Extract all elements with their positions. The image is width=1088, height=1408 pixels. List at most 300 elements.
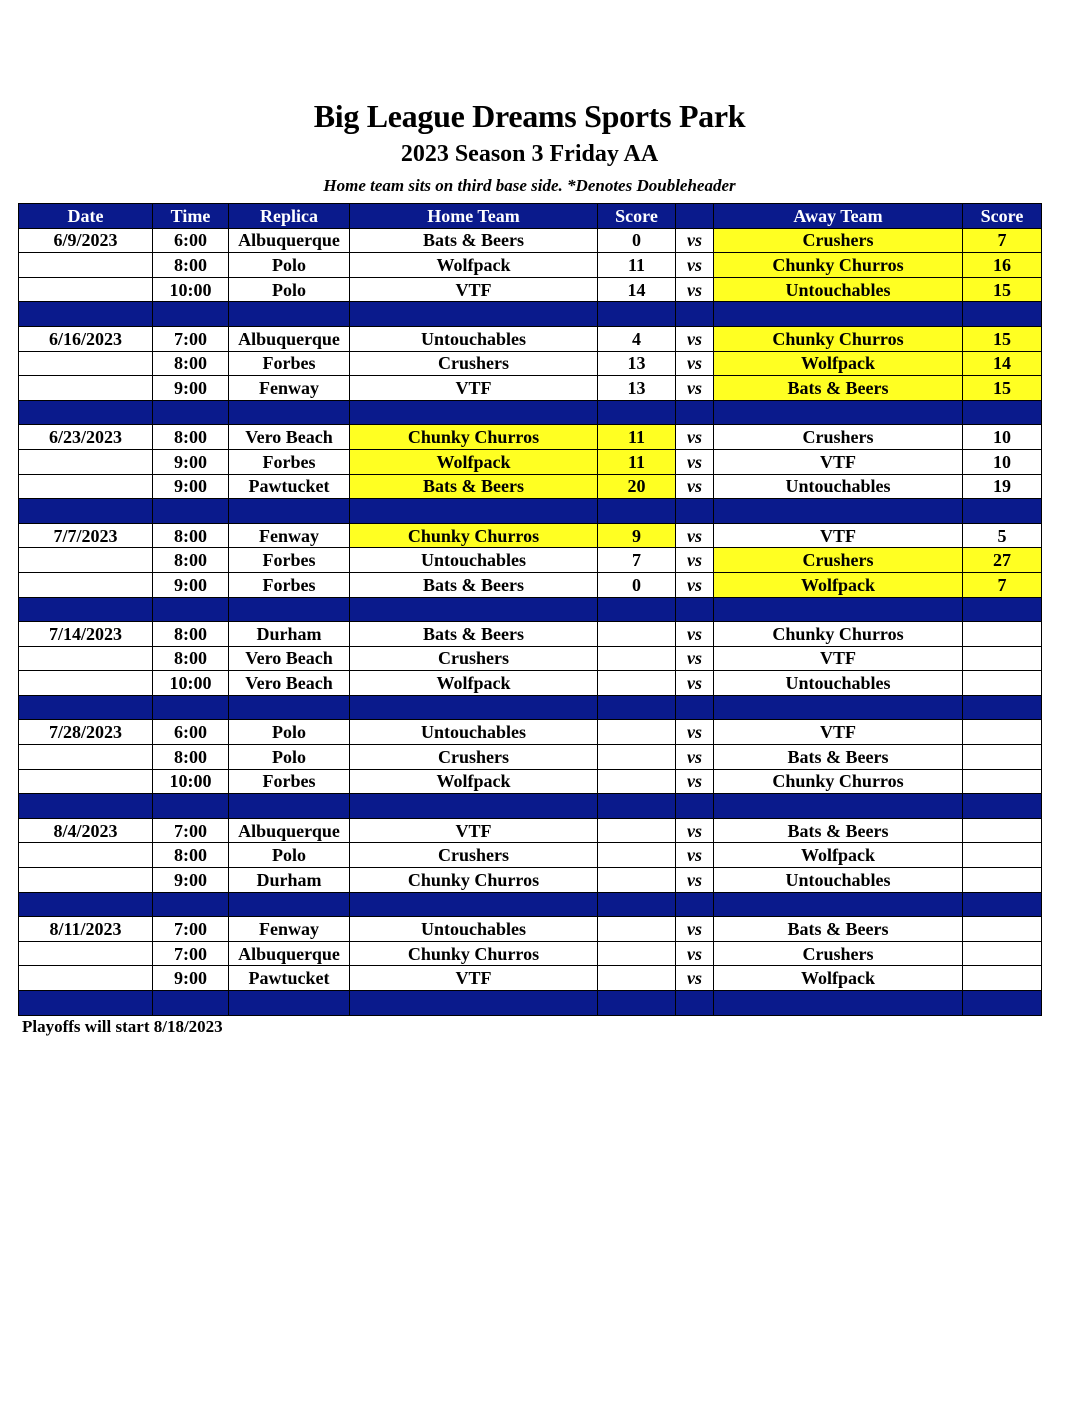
home-team: Chunky Churros xyxy=(350,523,598,548)
game-row xyxy=(19,868,1042,893)
vs-label: vs xyxy=(676,843,714,868)
header-away-team: Away Team xyxy=(714,204,963,229)
separator-cell xyxy=(153,794,229,819)
game-time: 8:00 xyxy=(153,843,229,868)
game-row xyxy=(19,253,1042,278)
game-row xyxy=(19,425,1042,450)
separator-cell xyxy=(676,695,714,720)
away-team: Wolfpack xyxy=(714,966,963,991)
game-date xyxy=(19,376,153,401)
home-team: Untouchables xyxy=(350,917,598,942)
game-replica: Vero Beach xyxy=(229,646,350,671)
vs-label: vs xyxy=(676,646,714,671)
game-time: 6:00 xyxy=(153,720,229,745)
separator-cell xyxy=(676,892,714,917)
away-team: Untouchables xyxy=(714,671,963,696)
home-team: Wolfpack xyxy=(350,769,598,794)
vs-label: vs xyxy=(676,572,714,597)
game-row xyxy=(19,720,1042,745)
home-team: Wolfpack xyxy=(350,671,598,696)
game-time: 9:00 xyxy=(153,474,229,499)
away-team: Crushers xyxy=(714,425,963,450)
game-replica: Forbes xyxy=(229,449,350,474)
game-time: 8:00 xyxy=(153,523,229,548)
header-time: Time xyxy=(153,204,229,229)
separator-cell xyxy=(153,400,229,425)
home-score: 11 xyxy=(598,425,676,450)
away-score xyxy=(963,622,1042,647)
separator-cell xyxy=(714,892,963,917)
game-replica: Durham xyxy=(229,622,350,647)
game-time: 8:00 xyxy=(153,253,229,278)
separator-cell xyxy=(229,499,350,524)
separator-cell xyxy=(153,302,229,327)
separator-cell xyxy=(963,991,1042,1016)
separator-cell xyxy=(598,400,676,425)
vs-label: vs xyxy=(676,228,714,253)
separator-cell xyxy=(153,499,229,524)
separator-cell xyxy=(598,499,676,524)
separator-cell xyxy=(153,892,229,917)
page-title: Big League Dreams Sports Park xyxy=(313,98,746,134)
game-date: 6/16/2023 xyxy=(19,326,153,351)
game-replica: Forbes xyxy=(229,572,350,597)
home-team: Untouchables xyxy=(350,720,598,745)
game-row xyxy=(19,966,1042,991)
away-team: Wolfpack xyxy=(714,843,963,868)
game-date xyxy=(19,769,153,794)
home-team: VTF xyxy=(350,376,598,401)
home-score: 13 xyxy=(598,376,676,401)
away-team: Wolfpack xyxy=(714,351,963,376)
away-score: 15 xyxy=(963,326,1042,351)
home-score xyxy=(598,917,676,942)
away-score: 7 xyxy=(963,228,1042,253)
away-score xyxy=(963,745,1042,770)
vs-label: vs xyxy=(676,523,714,548)
separator-cell xyxy=(229,991,350,1016)
game-time: 9:00 xyxy=(153,868,229,893)
header-vs xyxy=(676,204,714,229)
game-replica: Durham xyxy=(229,868,350,893)
game-time: 8:00 xyxy=(153,351,229,376)
separator-cell xyxy=(350,892,598,917)
game-row xyxy=(19,818,1042,843)
home-score: 0 xyxy=(598,572,676,597)
game-replica: Polo xyxy=(229,843,350,868)
home-score: 11 xyxy=(598,253,676,278)
vs-label: vs xyxy=(676,253,714,278)
game-date xyxy=(19,941,153,966)
game-date xyxy=(19,966,153,991)
home-team: Crushers xyxy=(350,843,598,868)
vs-label: vs xyxy=(676,326,714,351)
game-replica: Vero Beach xyxy=(229,671,350,696)
away-score: 27 xyxy=(963,548,1042,573)
separator-cell xyxy=(598,302,676,327)
game-time: 8:00 xyxy=(153,548,229,573)
away-score xyxy=(963,966,1042,991)
game-replica: Vero Beach xyxy=(229,425,350,450)
separator-cell xyxy=(963,302,1042,327)
game-time: 9:00 xyxy=(153,966,229,991)
home-team: Wolfpack xyxy=(350,449,598,474)
game-time: 9:00 xyxy=(153,449,229,474)
separator-cell xyxy=(153,597,229,622)
away-score xyxy=(963,843,1042,868)
game-row xyxy=(19,671,1042,696)
away-score xyxy=(963,720,1042,745)
vs-label: vs xyxy=(676,548,714,573)
game-replica: Fenway xyxy=(229,917,350,942)
home-team: Crushers xyxy=(350,745,598,770)
separator-cell xyxy=(714,400,963,425)
game-time: 10:00 xyxy=(153,277,229,302)
separator-cell xyxy=(350,794,598,819)
separator-cell xyxy=(19,892,153,917)
vs-label: vs xyxy=(676,745,714,770)
game-date xyxy=(19,572,153,597)
week-separator-row xyxy=(19,597,1042,622)
home-score: 7 xyxy=(598,548,676,573)
separator-cell xyxy=(19,499,153,524)
away-team: Bats & Beers xyxy=(714,745,963,770)
away-team: VTF xyxy=(714,646,963,671)
game-row xyxy=(19,474,1042,499)
vs-label: vs xyxy=(676,449,714,474)
separator-cell xyxy=(598,794,676,819)
home-team: Crushers xyxy=(350,351,598,376)
separator-cell xyxy=(229,400,350,425)
game-replica: Polo xyxy=(229,720,350,745)
home-team: Untouchables xyxy=(350,548,598,573)
game-replica: Albuquerque xyxy=(229,818,350,843)
separator-cell xyxy=(963,695,1042,720)
home-score xyxy=(598,622,676,647)
separator-cell xyxy=(19,400,153,425)
away-team: Untouchables xyxy=(714,277,963,302)
away-team: Chunky Churros xyxy=(714,253,963,278)
home-team: VTF xyxy=(350,277,598,302)
game-time: 8:00 xyxy=(153,745,229,770)
vs-label: vs xyxy=(676,622,714,647)
game-row xyxy=(19,351,1042,376)
header-replica: Replica xyxy=(229,204,350,229)
vs-label: vs xyxy=(676,277,714,302)
game-date xyxy=(19,449,153,474)
game-replica: Fenway xyxy=(229,523,350,548)
game-date: 8/11/2023 xyxy=(19,917,153,942)
separator-cell xyxy=(676,794,714,819)
game-date xyxy=(19,277,153,302)
home-score xyxy=(598,843,676,868)
game-row xyxy=(19,646,1042,671)
away-score: 5 xyxy=(963,523,1042,548)
away-score: 15 xyxy=(963,376,1042,401)
game-date xyxy=(19,868,153,893)
separator-cell xyxy=(153,695,229,720)
home-score xyxy=(598,941,676,966)
home-score: 14 xyxy=(598,277,676,302)
separator-cell xyxy=(229,794,350,819)
separator-cell xyxy=(350,991,598,1016)
home-score xyxy=(598,769,676,794)
separator-cell xyxy=(19,695,153,720)
away-score: 10 xyxy=(963,449,1042,474)
week-separator-row xyxy=(19,794,1042,819)
game-time: 7:00 xyxy=(153,326,229,351)
away-team: Chunky Churros xyxy=(714,326,963,351)
away-team: Wolfpack xyxy=(714,572,963,597)
separator-cell xyxy=(963,597,1042,622)
game-replica: Forbes xyxy=(229,351,350,376)
separator-cell xyxy=(350,302,598,327)
header-home-score: Score xyxy=(598,204,676,229)
game-date xyxy=(19,351,153,376)
separator-cell xyxy=(714,302,963,327)
away-team: Untouchables xyxy=(714,474,963,499)
game-time: 10:00 xyxy=(153,769,229,794)
home-team: VTF xyxy=(350,966,598,991)
game-date xyxy=(19,253,153,278)
game-date xyxy=(19,646,153,671)
away-score xyxy=(963,646,1042,671)
game-date: 7/28/2023 xyxy=(19,720,153,745)
away-team: Chunky Churros xyxy=(714,622,963,647)
away-team: Bats & Beers xyxy=(714,818,963,843)
away-score: 15 xyxy=(963,277,1042,302)
separator-cell xyxy=(714,794,963,819)
away-score: 19 xyxy=(963,474,1042,499)
week-separator-row xyxy=(19,991,1042,1016)
away-team: VTF xyxy=(714,523,963,548)
vs-label: vs xyxy=(676,671,714,696)
separator-cell xyxy=(676,499,714,524)
home-team: Chunky Churros xyxy=(350,941,598,966)
away-team: Bats & Beers xyxy=(714,917,963,942)
game-row xyxy=(19,769,1042,794)
game-replica: Pawtucket xyxy=(229,966,350,991)
game-date xyxy=(19,474,153,499)
home-team: Bats & Beers xyxy=(350,572,598,597)
separator-cell xyxy=(19,597,153,622)
away-team: Untouchables xyxy=(714,868,963,893)
home-team: Crushers xyxy=(350,646,598,671)
header-date: Date xyxy=(19,204,153,229)
game-replica: Albuquerque xyxy=(229,941,350,966)
week-separator-row xyxy=(19,302,1042,327)
playoffs-note: Playoffs will start 8/18/2023 xyxy=(22,1017,223,1036)
game-row xyxy=(19,228,1042,253)
game-row xyxy=(19,548,1042,573)
separator-cell xyxy=(963,892,1042,917)
page-subtitle: 2023 Season 3 Friday AA xyxy=(400,141,659,167)
game-replica: Pawtucket xyxy=(229,474,350,499)
week-separator-row xyxy=(19,499,1042,524)
separator-cell xyxy=(963,400,1042,425)
vs-label: vs xyxy=(676,941,714,966)
home-team: VTF xyxy=(350,818,598,843)
separator-cell xyxy=(676,991,714,1016)
away-team: Bats & Beers xyxy=(714,376,963,401)
home-score xyxy=(598,818,676,843)
separator-cell xyxy=(963,794,1042,819)
away-score xyxy=(963,769,1042,794)
away-score xyxy=(963,917,1042,942)
separator-cell xyxy=(714,597,963,622)
game-row xyxy=(19,745,1042,770)
game-row xyxy=(19,449,1042,474)
home-score xyxy=(598,720,676,745)
game-replica: Polo xyxy=(229,745,350,770)
home-score xyxy=(598,646,676,671)
home-team: Chunky Churros xyxy=(350,868,598,893)
week-separator-row xyxy=(19,892,1042,917)
vs-label: vs xyxy=(676,474,714,499)
vs-label: vs xyxy=(676,769,714,794)
game-row xyxy=(19,917,1042,942)
separator-cell xyxy=(19,794,153,819)
separator-cell xyxy=(714,991,963,1016)
game-replica: Polo xyxy=(229,277,350,302)
home-score xyxy=(598,966,676,991)
game-time: 8:00 xyxy=(153,622,229,647)
game-time: 10:00 xyxy=(153,671,229,696)
away-score xyxy=(963,818,1042,843)
vs-label: vs xyxy=(676,376,714,401)
game-date xyxy=(19,548,153,573)
game-row xyxy=(19,941,1042,966)
separator-cell xyxy=(598,991,676,1016)
home-score: 20 xyxy=(598,474,676,499)
separator-cell xyxy=(714,499,963,524)
vs-label: vs xyxy=(676,966,714,991)
home-score xyxy=(598,671,676,696)
separator-cell xyxy=(676,400,714,425)
separator-cell xyxy=(676,597,714,622)
home-score xyxy=(598,868,676,893)
separator-cell xyxy=(19,302,153,327)
game-date: 7/7/2023 xyxy=(19,523,153,548)
game-row xyxy=(19,572,1042,597)
game-time: 9:00 xyxy=(153,376,229,401)
week-separator-row xyxy=(19,695,1042,720)
away-team: Crushers xyxy=(714,941,963,966)
away-score xyxy=(963,868,1042,893)
away-team: Chunky Churros xyxy=(714,769,963,794)
vs-label: vs xyxy=(676,351,714,376)
game-time: 7:00 xyxy=(153,818,229,843)
game-time: 9:00 xyxy=(153,572,229,597)
away-team: Crushers xyxy=(714,228,963,253)
game-date xyxy=(19,671,153,696)
game-date: 7/14/2023 xyxy=(19,622,153,647)
separator-cell xyxy=(350,597,598,622)
game-replica: Forbes xyxy=(229,548,350,573)
game-row xyxy=(19,376,1042,401)
separator-cell xyxy=(598,892,676,917)
separator-cell xyxy=(229,892,350,917)
game-date: 8/4/2023 xyxy=(19,818,153,843)
separator-cell xyxy=(598,695,676,720)
header-home-team: Home Team xyxy=(350,204,598,229)
vs-label: vs xyxy=(676,818,714,843)
game-row xyxy=(19,326,1042,351)
game-replica: Albuquerque xyxy=(229,228,350,253)
away-team: VTF xyxy=(714,720,963,745)
separator-cell xyxy=(676,302,714,327)
header-away-score: Score xyxy=(963,204,1042,229)
game-time: 7:00 xyxy=(153,941,229,966)
week-separator-row xyxy=(19,400,1042,425)
home-score: 0 xyxy=(598,228,676,253)
game-row xyxy=(19,622,1042,647)
separator-cell xyxy=(714,695,963,720)
separator-cell xyxy=(153,991,229,1016)
game-time: 7:00 xyxy=(153,917,229,942)
separator-cell xyxy=(598,597,676,622)
vs-label: vs xyxy=(676,425,714,450)
home-score: 11 xyxy=(598,449,676,474)
game-replica: Forbes xyxy=(229,769,350,794)
separator-cell xyxy=(229,597,350,622)
separator-cell xyxy=(350,400,598,425)
away-team: Crushers xyxy=(714,548,963,573)
home-team: Bats & Beers xyxy=(350,228,598,253)
game-time: 8:00 xyxy=(153,425,229,450)
home-team: Untouchables xyxy=(350,326,598,351)
game-replica: Albuquerque xyxy=(229,326,350,351)
away-score: 10 xyxy=(963,425,1042,450)
separator-cell xyxy=(350,499,598,524)
game-replica: Polo xyxy=(229,253,350,278)
game-time: 6:00 xyxy=(153,228,229,253)
away-score xyxy=(963,941,1042,966)
separator-cell xyxy=(229,695,350,720)
game-row xyxy=(19,277,1042,302)
home-score: 9 xyxy=(598,523,676,548)
separator-cell xyxy=(963,499,1042,524)
game-date: 6/9/2023 xyxy=(19,228,153,253)
vs-label: vs xyxy=(676,720,714,745)
home-score: 4 xyxy=(598,326,676,351)
vs-label: vs xyxy=(676,917,714,942)
schedule-table xyxy=(18,203,1042,1016)
schedule-note: Home team sits on third base side. *Denotes Doubleheader xyxy=(323,176,736,195)
home-score: 13 xyxy=(598,351,676,376)
game-row xyxy=(19,523,1042,548)
home-team: Wolfpack xyxy=(350,253,598,278)
away-score xyxy=(963,671,1042,696)
game-replica: Fenway xyxy=(229,376,350,401)
away-score: 14 xyxy=(963,351,1042,376)
game-row xyxy=(19,843,1042,868)
home-team: Chunky Churros xyxy=(350,425,598,450)
home-team: Bats & Beers xyxy=(350,622,598,647)
game-date: 6/23/2023 xyxy=(19,425,153,450)
home-score xyxy=(598,745,676,770)
away-team: VTF xyxy=(714,449,963,474)
game-date xyxy=(19,745,153,770)
game-date xyxy=(19,843,153,868)
vs-label: vs xyxy=(676,868,714,893)
header-row xyxy=(19,204,1042,229)
separator-cell xyxy=(229,302,350,327)
game-time: 8:00 xyxy=(153,646,229,671)
away-score: 7 xyxy=(963,572,1042,597)
separator-cell xyxy=(19,991,153,1016)
separator-cell xyxy=(350,695,598,720)
